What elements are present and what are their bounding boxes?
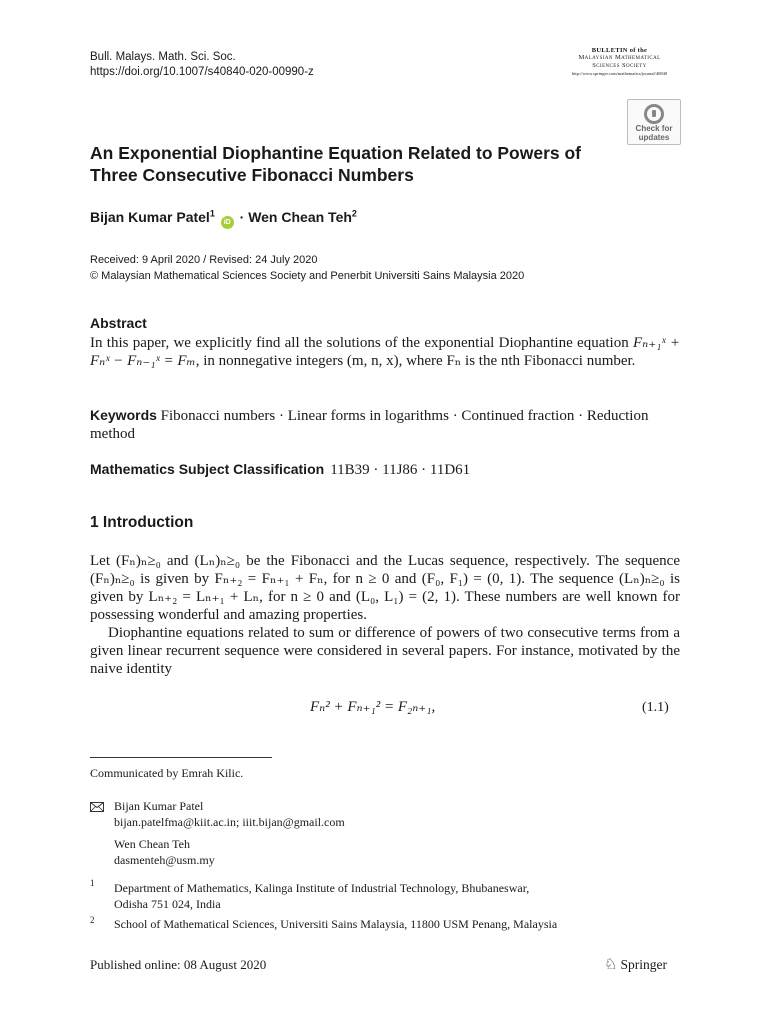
display-equation: Fₙ² + Fₙ₊₁² = F₂ₙ₊₁, [310, 699, 436, 715]
correspondence-name: Wen Chean Teh [114, 837, 190, 851]
msc-codes: 11B39 · 11J86 · 11D61 [330, 462, 471, 478]
affiliation-number: 1 [90, 878, 95, 888]
check-updates-line2: updates [638, 132, 670, 142]
section-heading: 1 Introduction [90, 514, 194, 531]
orcid-icon[interactable]: iD [221, 216, 234, 229]
publisher-name: Springer [620, 957, 667, 972]
authors [90, 209, 357, 229]
author-separator: · [239, 209, 245, 225]
subject-classification [90, 461, 470, 479]
affiliation [114, 880, 614, 912]
bulletin-line2: Malaysian Mathematical [578, 54, 661, 61]
footnote-divider [90, 757, 272, 758]
abstract-text-part: , in nonnegative integers (m, n, x), where Fₙ is the nth Fibonacci number. [195, 353, 636, 369]
abstract-equation: Fₙ₊₁ˣ + Fₙˣ − Fₙ₋₁ˣ = Fₘ [90, 335, 680, 369]
msc-label: Mathematics Subject Classification [90, 461, 325, 477]
bulletin-logo [560, 47, 679, 76]
keywords-list: Fibonacci numbers · Linear forms in logarithms · Continued fraction · Reduction method [90, 408, 649, 442]
bulletin-line1: BULLETIN of the [591, 47, 648, 54]
correspondence-email[interactable]: dasmenteh@usm.my [114, 853, 215, 867]
title-line1: An Exponential Diophantine Equation Related to Powers of [90, 143, 581, 163]
title-line2: Three Consecutive Fibonacci Numbers [90, 165, 414, 185]
equation-number: (1.1) [642, 700, 669, 715]
author-affiliation-mark: 2 [351, 208, 357, 219]
paragraph: Let (Fₙ)ₙ≥₀ and (Lₙ)ₙ≥₀ be the Fibonacci and the Lucas sequence, respectively. The sequence (Fₙ)ₙ≥₀ is given by Fₙ₊₂ = Fₙ₊₁ + Fₙ, for n ≥ 0 and (F₀, F₁) = (0, 1). The sequence (Lₙ)ₙ≥₀ is given by Lₙ₊₂ = Lₙ₊₁ + Lₙ, for n ≥ 0 and (L₀, L₁) = (2, 1). These numbers are well known for possessing wonderful and amazing properties. [90, 553, 680, 623]
paragraph: Diophantine equations related to sum or difference of powers of two consecutive terms from a given linear recurrent sequence were considered in several papers. For instance, motivated by the naive identity [90, 625, 680, 677]
affiliation: School of Mathematical Sciences, Universiti Sains Malaysia, 11800 USM Penang, Malaysia [114, 917, 558, 931]
author-name: Wen Chean Teh [248, 209, 352, 225]
keywords-label: Keywords [90, 407, 157, 423]
envelope-icon [90, 801, 104, 816]
author-affiliation-mark: 1 [209, 208, 215, 219]
bulletin-line3: Sciences Society [592, 62, 647, 69]
article-history [90, 252, 524, 284]
bulletin-url: http://www.springer.com/mathematics/journal/40840 [571, 71, 668, 76]
introduction-body [90, 552, 680, 678]
affiliation-line: Department of Mathematics, Kalinga Institute of Industrial Technology, Bhubaneswar, [114, 881, 530, 895]
correspondence-email[interactable]: bijan.patelfma@kiit.ac.in; iiit.bijan@gmail.com [114, 815, 345, 829]
journal-name: Bull. Malays. Math. Sci. Soc. [90, 51, 236, 63]
paper-title [90, 142, 650, 186]
abstract-heading: Abstract [90, 315, 147, 331]
doi-link[interactable]: https://doi.org/10.1007/s40840-020-00990-z [90, 66, 314, 78]
received-revised-dates: Received: 9 April 2020 / Revised: 24 July 2020 [90, 254, 318, 266]
publisher-logo [604, 955, 667, 974]
published-online: Published online: 08 August 2020 [90, 957, 267, 972]
correspondence-name: Bijan Kumar Patel [114, 799, 204, 813]
abstract-text-part: In this paper, we explicitly find all the solutions of the exponential Diophantine equation [90, 335, 633, 351]
correspondence [114, 798, 345, 868]
check-for-updates-badge[interactable] [627, 99, 681, 145]
abstract-text [90, 334, 680, 370]
communicated-by: Communicated by Emrah Kilic. [90, 766, 244, 780]
affiliation-line: Odisha 751 024, India [114, 897, 221, 911]
keywords [90, 406, 680, 443]
crossmark-icon [644, 104, 664, 124]
copyright-line: © Malaysian Mathematical Sciences Society and Penerbit Universiti Sains Malaysia 2020 [90, 270, 525, 282]
author-name: Bijan Kumar Patel [90, 209, 210, 225]
check-updates-line1: Check for [635, 124, 673, 133]
affiliation-number: 2 [90, 915, 95, 925]
journal-header [90, 50, 314, 80]
springer-horse-icon: ♘ [604, 957, 618, 973]
